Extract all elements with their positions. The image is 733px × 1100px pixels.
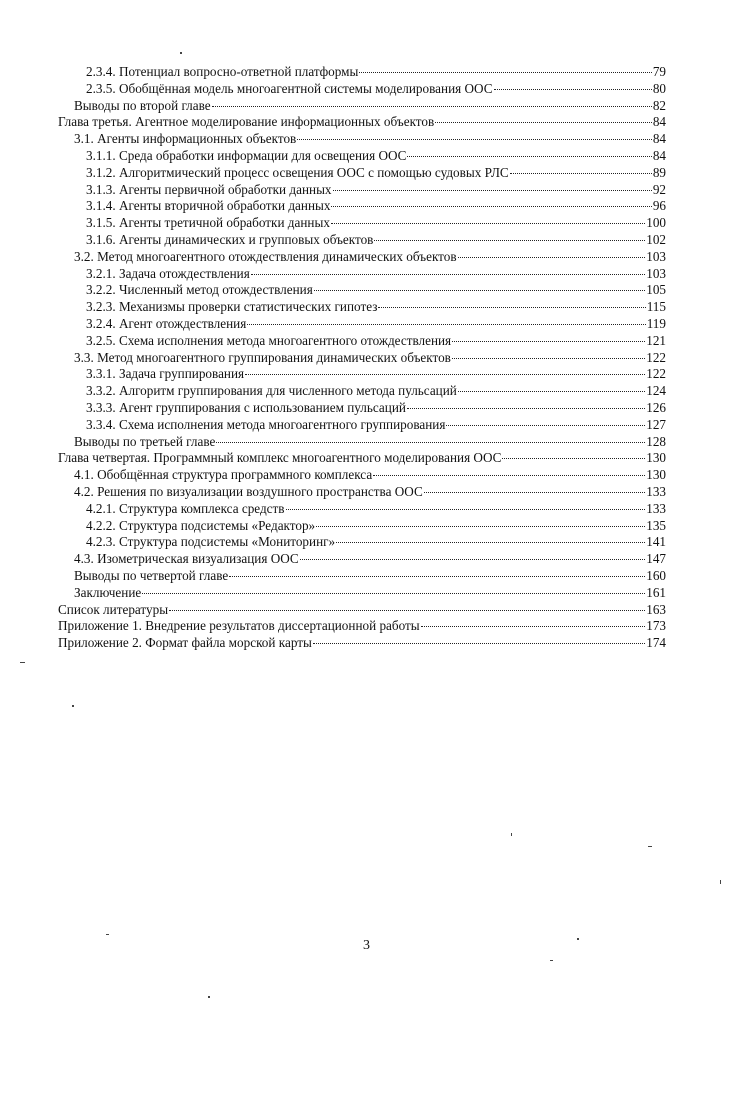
toc-entry-page: 130 [646,450,666,466]
toc-entry-page: 135 [646,517,666,533]
toc-entry-title: Заключение [74,584,142,600]
toc-leader-dots [458,257,646,258]
toc-leader-dots [452,358,645,359]
toc-entry [58,165,666,182]
toc-leader-dots [247,324,645,325]
toc-entry-page: 84 [652,131,666,147]
toc-entry-page: 119 [646,315,666,331]
toc-entry [58,484,666,501]
toc-entry-page: 127 [646,416,666,432]
toc-entry [58,501,666,518]
toc-entry-page: 130 [646,467,666,483]
toc-entry [58,282,666,299]
toc-entry-page: 133 [646,500,666,516]
toc-leader-dots [333,190,652,191]
scan-speck [20,662,25,663]
scan-speck [72,705,74,707]
toc-leader-dots [169,610,645,611]
toc-entry-title: 3.2.2. Численный метод отождествления [86,282,313,298]
toc-leader-dots [245,374,645,375]
toc-entry-title: 3.3. Метод многоагентного группирования динамических объектов [74,349,451,365]
toc-entry-page: 124 [646,383,666,399]
toc-entry-title: 3.1.6. Агенты динамических и групповых объектов [86,231,374,247]
toc-entry [58,299,666,316]
toc-entry [58,434,666,451]
toc-entry-page: 96 [652,198,666,214]
toc-entry-title: 3.3.2. Алгоритм группирования для численного метода пульсаций [86,383,457,399]
toc-entry-page: 84 [652,114,666,130]
toc-entry-page: 173 [646,618,666,634]
toc-entry [58,417,666,434]
toc-entry [58,114,666,131]
toc-entry [58,366,666,383]
scan-speck [208,996,210,998]
toc-entry [58,568,666,585]
toc-entry-page: 121 [646,332,666,348]
toc-entry-title: 3.1.3. Агенты первичной обработки данных [86,181,332,197]
toc-entry [58,635,666,652]
toc-entry-page: 92 [652,181,666,197]
toc-leader-dots [494,89,652,90]
toc-entry-page: 115 [646,299,666,315]
scan-speck [648,846,652,847]
toc-entry-title: 3.3.4. Схема исполнения метода многоагентного группирования [86,416,446,432]
toc-entry [58,148,666,165]
toc-leader-dots [373,475,645,476]
toc-leader-dots [300,559,645,560]
toc-entry [58,266,666,283]
toc-leader-dots [314,290,645,291]
toc-leader-dots [421,626,646,627]
toc-entry-page: 102 [646,231,666,247]
toc-entry-title: 3.2.5. Схема исполнения метода многоагентного отождествления [86,332,452,348]
scan-speck [550,960,553,961]
toc-entry [58,249,666,266]
toc-entry-title: 2.3.4. Потенциал вопросно-ответной платформы [86,64,359,79]
table-of-contents [58,64,666,652]
toc-entry-page: 160 [646,567,666,583]
toc-entry-title: Приложение 2. Формат файла морской карты [58,635,312,651]
toc-entry-title: 4.2.1. Структура комплекса средств [86,500,285,516]
scan-speck [180,52,182,54]
toc-entry-title: 4.2.3. Структура подсистемы «Мониторинг» [86,534,336,550]
toc-entry-page: 163 [646,601,666,617]
toc-entry [58,98,666,115]
toc-leader-dots [316,526,645,527]
toc-entry-page: 105 [646,282,666,298]
toc-entry-page: 128 [646,433,666,449]
toc-entry-page: 89 [652,164,666,180]
toc-entry-page: 79 [652,64,666,79]
toc-entry [58,534,666,551]
toc-entry-page: 126 [646,399,666,415]
toc-entry-title: 3.1. Агенты информационных объектов [74,131,297,147]
scan-speck [106,934,109,935]
toc-entry-title: Выводы по четвертой главе [74,567,229,583]
toc-entry-title: Глава третья. Агентное моделирование информационных объектов [58,114,435,130]
toc-entry-page: 82 [652,97,666,113]
toc-entry [58,400,666,417]
toc-leader-dots [510,173,652,174]
toc-entry-page: 141 [646,534,666,550]
toc-entry [58,333,666,350]
toc-entry-page: 100 [646,215,666,231]
toc-leader-dots [212,106,652,107]
toc-leader-dots [331,223,645,224]
page-number: 3 [363,938,370,953]
toc-entry [58,383,666,400]
toc-entry [58,585,666,602]
toc-entry-title: 2.3.5. Обобщённая модель многоагентной системы моделирования ООС [86,80,493,96]
toc-entry-title: 4.1. Обобщённая структура программного комплекса [74,467,373,483]
toc-leader-dots [374,240,645,241]
toc-leader-dots [446,425,645,426]
toc-leader-dots [359,72,651,73]
toc-leader-dots [502,458,645,459]
toc-leader-dots [407,408,645,409]
toc-entry [58,198,666,215]
scan-speck [577,938,579,940]
toc-entry [58,81,666,98]
toc-leader-dots [458,391,645,392]
toc-entry [58,467,666,484]
toc-entry [58,602,666,619]
toc-entry-title: 3.2. Метод многоагентного отождествления динамических объектов [74,248,457,264]
toc-entry-page: 133 [646,483,666,499]
toc-leader-dots [251,274,645,275]
toc-leader-dots [424,492,645,493]
toc-entry-page: 147 [646,551,666,567]
toc-entry [58,131,666,148]
toc-entry-page: 103 [646,248,666,264]
toc-entry-title: 3.2.1. Задача отождествления [86,265,250,281]
toc-entry-title: Список литературы [58,601,169,617]
toc-entry [58,316,666,333]
toc-leader-dots [378,307,645,308]
toc-leader-dots [452,341,645,342]
toc-entry-title: 4.3. Изометрическая визуализация ООС [74,551,299,567]
scan-speck [720,880,721,884]
toc-entry-page: 122 [646,349,666,365]
toc-entry [58,182,666,199]
toc-entry [58,350,666,367]
toc-entry [58,64,666,81]
toc-entry [58,618,666,635]
toc-leader-dots [216,442,645,443]
toc-entry-page: 103 [646,265,666,281]
toc-leader-dots [313,643,645,644]
toc-entry-page: 84 [652,147,666,163]
toc-entry [58,518,666,535]
toc-leader-dots [297,139,652,140]
toc-entry [58,232,666,249]
toc-leader-dots [331,206,651,207]
toc-leader-dots [142,593,645,594]
toc-entry-title: Глава четвертая. Программный комплекс многоагентного моделирования ООС [58,450,502,466]
toc-entry-title: 3.2.3. Механизмы проверки статистических гипотез [86,299,378,315]
toc-entry [58,215,666,232]
toc-entry-title: Выводы по третьей главе [74,433,216,449]
toc-entry-page: 122 [646,366,666,382]
toc-entry-title: Выводы по второй главе [74,97,211,113]
toc-entry-title: 3.3.3. Агент группирования с использованием пульсаций [86,399,406,415]
toc-leader-dots [229,576,645,577]
toc-entry-title: 3.3.1. Задача группирования [86,366,245,382]
toc-entry-title: 3.1.2. Алгоритмический процесс освещения ООС с помощью судовых РЛС [86,164,509,180]
toc-entry-title: 3.1.1. Среда обработки информации для освещения ООС [86,147,407,163]
toc-leader-dots [286,509,646,510]
toc-entry-title: 3.1.4. Агенты вторичной обработки данных [86,198,331,214]
toc-entry-title: Приложение 1. Внедрение результатов диссертационной работы [58,618,420,634]
toc-entry-page: 80 [652,80,666,96]
toc-entry [58,551,666,568]
toc-leader-dots [336,542,645,543]
scan-speck [511,833,512,836]
toc-entry-title: 3.1.5. Агенты третичной обработки данных [86,215,330,231]
toc-entry [58,450,666,467]
toc-entry-title: 3.2.4. Агент отождествления [86,315,247,331]
toc-entry-page: 174 [646,635,666,651]
toc-entry-title: 4.2.2. Структура подсистемы «Редактор» [86,517,316,533]
toc-entry-title: 4.2. Решения по визуализации воздушного пространства ООС [74,483,423,499]
toc-entry-page: 161 [646,584,666,600]
toc-leader-dots [435,122,652,123]
toc-leader-dots [407,156,651,157]
